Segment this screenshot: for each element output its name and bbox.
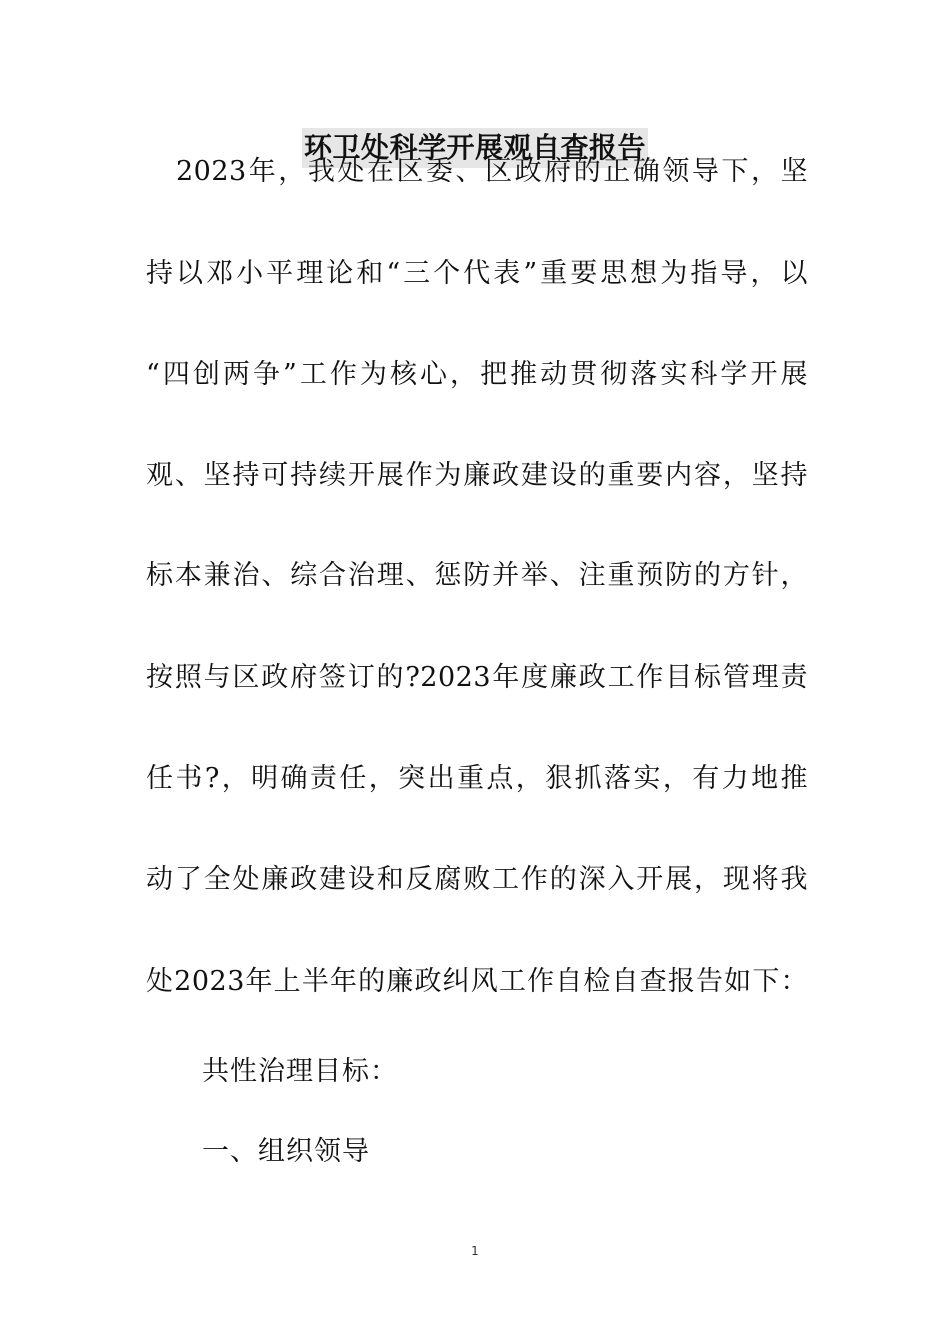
body-line: 2023年，我处在区委、区政府的正确领导下，坚 [176,156,808,187]
subheading-common-goals: 共性治理目标： [202,1056,398,1087]
body-line: 动了全处廉政建设和反腐败工作的深入开展，现将我 [146,864,808,895]
body-line: 标本兼治、综合治理、惩防并举、注重预防的方针， [146,560,808,591]
body-line: “四创两争”工作为核心，把推动贯彻落实科学开展 [146,359,808,390]
body-line: 处2023年上半年的廉政纠风工作自检自查报告如下： [146,966,808,997]
subheading-organization: 一、组织领导 [202,1136,370,1167]
body-line: 任书?，明确责任，突出重点，狠抓落实，有力地推 [146,763,808,794]
page-number: 1 [471,1244,479,1258]
body-line: 观、坚持可持续开展作为廉政建设的重要内容，坚持 [146,460,808,491]
document-title-text: 环卫处科学开展观自查报告 [302,128,648,168]
body-line: 持以邓小平理论和“三个代表”重要思想为指导，以 [146,258,808,289]
body-line: 按照与区政府签订的?2023年度廉政工作目标管理责 [146,662,808,693]
